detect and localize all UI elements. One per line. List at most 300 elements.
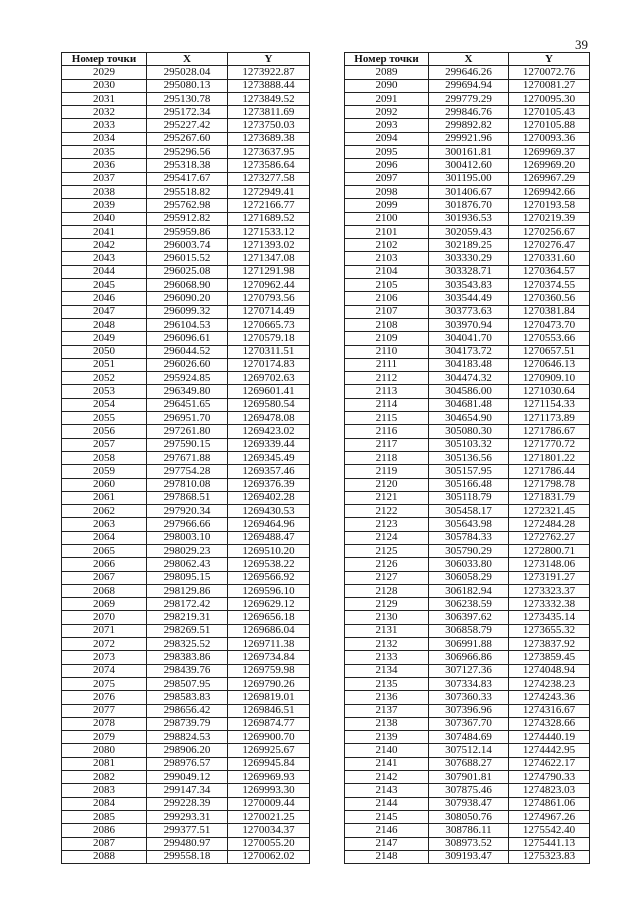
table-row [345,225,590,238]
table-row [62,332,310,345]
table-row [62,292,310,305]
table-row [62,172,310,185]
cell-point-number: 2079 [62,731,147,744]
cell-x: 305166.48 [429,478,509,491]
cell-y: 1269580.54 [228,398,310,411]
table-row [62,717,310,730]
cell-point-number: 2063 [62,518,147,531]
table-row [345,744,590,757]
cell-y: 1269686.04 [228,624,310,637]
cell-point-number: 2123 [345,518,429,531]
table-row [62,558,310,571]
table-row [62,505,310,518]
table-row [62,624,310,637]
cell-point-number: 2122 [345,505,429,518]
table-row [345,252,590,265]
table-row [62,518,310,531]
cell-y: 1272949.41 [228,185,310,198]
cell-x: 296099.32 [147,305,228,318]
cell-y: 1270714.49 [228,305,310,318]
cell-y: 1272321.45 [509,505,590,518]
cell-point-number: 2090 [345,79,429,92]
cell-y: 1269759.98 [228,664,310,677]
cell-y: 1269969.37 [509,146,590,159]
cell-x: 307396.96 [429,704,509,717]
cell-x: 296090.20 [147,292,228,305]
cell-point-number: 2087 [62,837,147,850]
cell-x: 298824.53 [147,731,228,744]
cell-y: 1269339.44 [228,438,310,451]
cell-y: 1271533.12 [228,225,310,238]
cell-x: 296015.52 [147,252,228,265]
cell-y: 1269629.12 [228,598,310,611]
cell-y: 1274316.67 [509,704,590,717]
cell-y: 1269711.38 [228,638,310,651]
table-row [62,92,310,105]
table-row [345,717,590,730]
column-header-y: Y [228,53,310,66]
cell-x: 299049.12 [147,771,228,784]
cell-point-number: 2076 [62,691,147,704]
table-row [62,664,310,677]
cell-x: 299646.26 [429,66,509,79]
cell-point-number: 2037 [62,172,147,185]
cell-x: 299779.29 [429,92,509,105]
cell-point-number: 2094 [345,132,429,145]
cell-y: 1273277.58 [228,172,310,185]
cell-x: 303330.29 [429,252,509,265]
cell-point-number: 2031 [62,92,147,105]
cell-y: 1274861.06 [509,797,590,810]
cell-y: 1272762.27 [509,531,590,544]
cell-x: 299846.76 [429,106,509,119]
cell-x: 307334.83 [429,677,509,690]
cell-point-number: 2060 [62,478,147,491]
cell-y: 1272166.77 [228,199,310,212]
cell-x: 295912.82 [147,212,228,225]
table-row [345,824,590,837]
cell-y: 1270657.51 [509,345,590,358]
table-row [345,465,590,478]
table-row [62,79,310,92]
cell-point-number: 2091 [345,92,429,105]
cell-point-number: 2072 [62,638,147,651]
table-row [345,491,590,504]
cell-point-number: 2029 [62,66,147,79]
cell-y: 1269345.49 [228,451,310,464]
cell-y: 1271786.67 [509,425,590,438]
table-row [62,66,310,79]
cell-y: 1269846.51 [228,704,310,717]
cell-y: 1270665.73 [228,318,310,331]
cell-y: 1269596.10 [228,584,310,597]
cell-point-number: 2074 [62,664,147,677]
cell-x: 295296.56 [147,146,228,159]
cell-y: 1275323.83 [509,850,590,863]
cell-y: 1270193.58 [509,199,590,212]
cell-y: 1270962.44 [228,279,310,292]
cell-point-number: 2075 [62,677,147,690]
cell-x: 297261.80 [147,425,228,438]
cell-y: 1271154.33 [509,398,590,411]
cell-x: 296349.80 [147,385,228,398]
cell-point-number: 2127 [345,571,429,584]
cell-point-number: 2139 [345,731,429,744]
cell-x: 309193.47 [429,850,509,863]
cell-point-number: 2130 [345,611,429,624]
cell-point-number: 2095 [345,146,429,159]
cell-y: 1274790.33 [509,771,590,784]
table-row [345,584,590,597]
cell-x: 295080.13 [147,79,228,92]
cell-point-number: 2038 [62,185,147,198]
cell-x: 300412.60 [429,159,509,172]
cell-point-number: 2066 [62,558,147,571]
table-row [345,810,590,823]
cell-point-number: 2058 [62,451,147,464]
cell-point-number: 2102 [345,239,429,252]
cell-x: 305103.32 [429,438,509,451]
cell-y: 1269702.63 [228,372,310,385]
cell-x: 307688.27 [429,757,509,770]
page-number: 39 [575,37,588,52]
cell-y: 1269925.67 [228,744,310,757]
cell-x: 297590.15 [147,438,228,451]
cell-y: 1272484.28 [509,518,590,531]
table-row [62,385,310,398]
cell-point-number: 2046 [62,292,147,305]
table-row [62,146,310,159]
cell-point-number: 2105 [345,279,429,292]
cell-x: 297754.28 [147,465,228,478]
cell-point-number: 2126 [345,558,429,571]
cell-point-number: 2109 [345,332,429,345]
cell-point-number: 2081 [62,757,147,770]
cell-x: 295172.34 [147,106,228,119]
cell-x: 298003.10 [147,531,228,544]
table-row [345,571,590,584]
cell-point-number: 2068 [62,584,147,597]
table-row [62,797,310,810]
cell-point-number: 2129 [345,598,429,611]
table-row [345,850,590,863]
cell-y: 1270072.76 [509,66,590,79]
table-row [345,691,590,704]
table-row [345,518,590,531]
cell-x: 306238.59 [429,598,509,611]
cell-point-number: 2062 [62,505,147,518]
cell-y: 1273859.45 [509,651,590,664]
cell-y: 1270093.36 [509,132,590,145]
cell-y: 1270331.60 [509,252,590,265]
cell-point-number: 2054 [62,398,147,411]
table-row [345,677,590,690]
cell-x: 305118.79 [429,491,509,504]
cell-point-number: 2039 [62,199,147,212]
table-row [345,265,590,278]
cell-y: 1269945.84 [228,757,310,770]
cell-point-number: 2097 [345,172,429,185]
cell-y: 1274823.03 [509,784,590,797]
table-row [62,119,310,132]
cell-x: 299480.97 [147,837,228,850]
cell-x: 297966.66 [147,518,228,531]
cell-point-number: 2096 [345,159,429,172]
table-row [62,651,310,664]
cell-y: 1271689.52 [228,212,310,225]
cell-x: 306033.80 [429,558,509,571]
table-row [345,412,590,425]
table-row [62,691,310,704]
cell-x: 301195.00 [429,172,509,185]
cell-y: 1270579.18 [228,332,310,345]
cell-x: 306966.86 [429,651,509,664]
cell-point-number: 2132 [345,638,429,651]
cell-x: 298383.86 [147,651,228,664]
table-row [62,731,310,744]
cell-x: 304586.00 [429,385,509,398]
cell-point-number: 2116 [345,425,429,438]
table-row [345,451,590,464]
cell-y: 1269538.22 [228,558,310,571]
table-row [345,704,590,717]
table-row [62,611,310,624]
cell-y: 1270219.39 [509,212,590,225]
cell-y: 1274238.23 [509,677,590,690]
cell-x: 296025.08 [147,265,228,278]
cell-point-number: 2089 [345,66,429,79]
table-row [62,837,310,850]
table-row [345,92,590,105]
cell-point-number: 2098 [345,185,429,198]
cell-x: 307360.33 [429,691,509,704]
cell-x: 298219.31 [147,611,228,624]
cell-point-number: 2067 [62,571,147,584]
table-row [345,837,590,850]
cell-point-number: 2034 [62,132,147,145]
column-header-x: X [429,53,509,66]
cell-x: 305458.17 [429,505,509,518]
cell-x: 298062.43 [147,558,228,571]
table-row [62,305,310,318]
cell-y: 1270174.83 [228,358,310,371]
cell-point-number: 2142 [345,771,429,784]
cell-point-number: 2064 [62,531,147,544]
table-row [345,172,590,185]
cell-x: 297920.34 [147,505,228,518]
table-row [62,544,310,557]
table-row [62,132,310,145]
cell-y: 1274622.17 [509,757,590,770]
table-row [62,451,310,464]
cell-x: 298325.52 [147,638,228,651]
table-row [62,412,310,425]
table-row [62,318,310,331]
cell-y: 1270364.57 [509,265,590,278]
cell-y: 1269900.70 [228,731,310,744]
cell-x: 299228.39 [147,797,228,810]
cell-point-number: 2143 [345,784,429,797]
cell-y: 1270473.70 [509,318,590,331]
table-row [345,784,590,797]
cell-y: 1273148.06 [509,558,590,571]
cell-y: 1270095.30 [509,92,590,105]
column-header-point-number: Номер точки [345,53,429,66]
cell-point-number: 2053 [62,385,147,398]
cell-point-number: 2057 [62,438,147,451]
cell-point-number: 2086 [62,824,147,837]
cell-y: 1269376.39 [228,478,310,491]
cell-x: 297671.88 [147,451,228,464]
table-row [345,199,590,212]
cell-x: 302059.43 [429,225,509,238]
cell-x: 299558.18 [147,850,228,863]
cell-y: 1274442.95 [509,744,590,757]
table-row [345,478,590,491]
cell-y: 1273888.44 [228,79,310,92]
cell-y: 1271347.08 [228,252,310,265]
cell-point-number: 2041 [62,225,147,238]
cell-y: 1271801.22 [509,451,590,464]
cell-point-number: 2059 [62,465,147,478]
cell-x: 304041.70 [429,332,509,345]
table-row [345,544,590,557]
cell-x: 298269.51 [147,624,228,637]
cell-point-number: 2108 [345,318,429,331]
cell-y: 1269357.46 [228,465,310,478]
cell-x: 308050.76 [429,810,509,823]
table-row [345,212,590,225]
table-row [62,677,310,690]
table-row [62,584,310,597]
cell-point-number: 2141 [345,757,429,770]
cell-x: 295318.38 [147,159,228,172]
cell-point-number: 2099 [345,199,429,212]
cell-y: 1269874.77 [228,717,310,730]
cell-x: 302189.25 [429,239,509,252]
cell-x: 296003.74 [147,239,228,252]
cell-point-number: 2131 [345,624,429,637]
cell-x: 295924.85 [147,372,228,385]
cell-point-number: 2137 [345,704,429,717]
cell-x: 307367.70 [429,717,509,730]
table-row [62,598,310,611]
cell-point-number: 2082 [62,771,147,784]
cell-x: 297810.08 [147,478,228,491]
cell-x: 305136.56 [429,451,509,464]
table-row [62,478,310,491]
cell-point-number: 2078 [62,717,147,730]
cell-x: 306858.79 [429,624,509,637]
cell-y: 1273323.37 [509,584,590,597]
cell-x: 296104.53 [147,318,228,331]
cell-x: 307484.69 [429,731,509,744]
cell-y: 1270646.13 [509,358,590,371]
cell-point-number: 2065 [62,544,147,557]
cell-point-number: 2140 [345,744,429,757]
cell-y: 1270374.55 [509,279,590,292]
cell-point-number: 2125 [345,544,429,557]
cell-y: 1275542.40 [509,824,590,837]
cell-y: 1274328.66 [509,717,590,730]
cell-y: 1271831.79 [509,491,590,504]
cell-y: 1273191.27 [509,571,590,584]
cell-point-number: 2040 [62,212,147,225]
cell-point-number: 2056 [62,425,147,438]
table-row [345,611,590,624]
cell-y: 1269601.41 [228,385,310,398]
cell-x: 306397.62 [429,611,509,624]
cell-point-number: 2133 [345,651,429,664]
cell-point-number: 2050 [62,345,147,358]
cell-point-number: 2044 [62,265,147,278]
table-row [62,491,310,504]
table-row [345,731,590,744]
cell-point-number: 2135 [345,677,429,690]
cell-point-number: 2045 [62,279,147,292]
cell-point-number: 2070 [62,611,147,624]
coordinates-table-left [61,52,310,864]
cell-x: 306182.94 [429,584,509,597]
cell-y: 1270360.56 [509,292,590,305]
cell-x: 296068.90 [147,279,228,292]
cell-x: 306058.29 [429,571,509,584]
cell-x: 304654.90 [429,412,509,425]
table-row [62,106,310,119]
table-row [345,638,590,651]
cell-y: 1270021.25 [228,810,310,823]
table-row [345,132,590,145]
cell-y: 1270081.27 [509,79,590,92]
cell-y: 1273637.95 [228,146,310,159]
cell-y: 1273586.64 [228,159,310,172]
cell-y: 1273655.32 [509,624,590,637]
cell-point-number: 2092 [345,106,429,119]
table-row [62,159,310,172]
table-row [345,651,590,664]
cell-x: 305784.33 [429,531,509,544]
table-row [62,279,310,292]
cell-point-number: 2036 [62,159,147,172]
cell-x: 298029.23 [147,544,228,557]
cell-x: 305643.98 [429,518,509,531]
cell-y: 1269790.26 [228,677,310,690]
cell-y: 1271173.89 [509,412,590,425]
cell-point-number: 2124 [345,531,429,544]
cell-x: 296026.60 [147,358,228,371]
cell-point-number: 2144 [345,797,429,810]
cell-x: 304681.48 [429,398,509,411]
cell-point-number: 2035 [62,146,147,159]
table-row [62,638,310,651]
cell-point-number: 2043 [62,252,147,265]
cell-y: 1273837.92 [509,638,590,651]
cell-x: 307127.36 [429,664,509,677]
cell-point-number: 2110 [345,345,429,358]
table-row [62,358,310,371]
cell-y: 1274440.19 [509,731,590,744]
table-row [345,239,590,252]
cell-point-number: 2145 [345,810,429,823]
cell-y: 1273922.87 [228,66,310,79]
cell-point-number: 2136 [345,691,429,704]
cell-y: 1270256.67 [509,225,590,238]
cell-x: 295267.60 [147,132,228,145]
table-header-row [345,53,590,66]
table-row [345,531,590,544]
cell-x: 295959.86 [147,225,228,238]
table-row [62,185,310,198]
